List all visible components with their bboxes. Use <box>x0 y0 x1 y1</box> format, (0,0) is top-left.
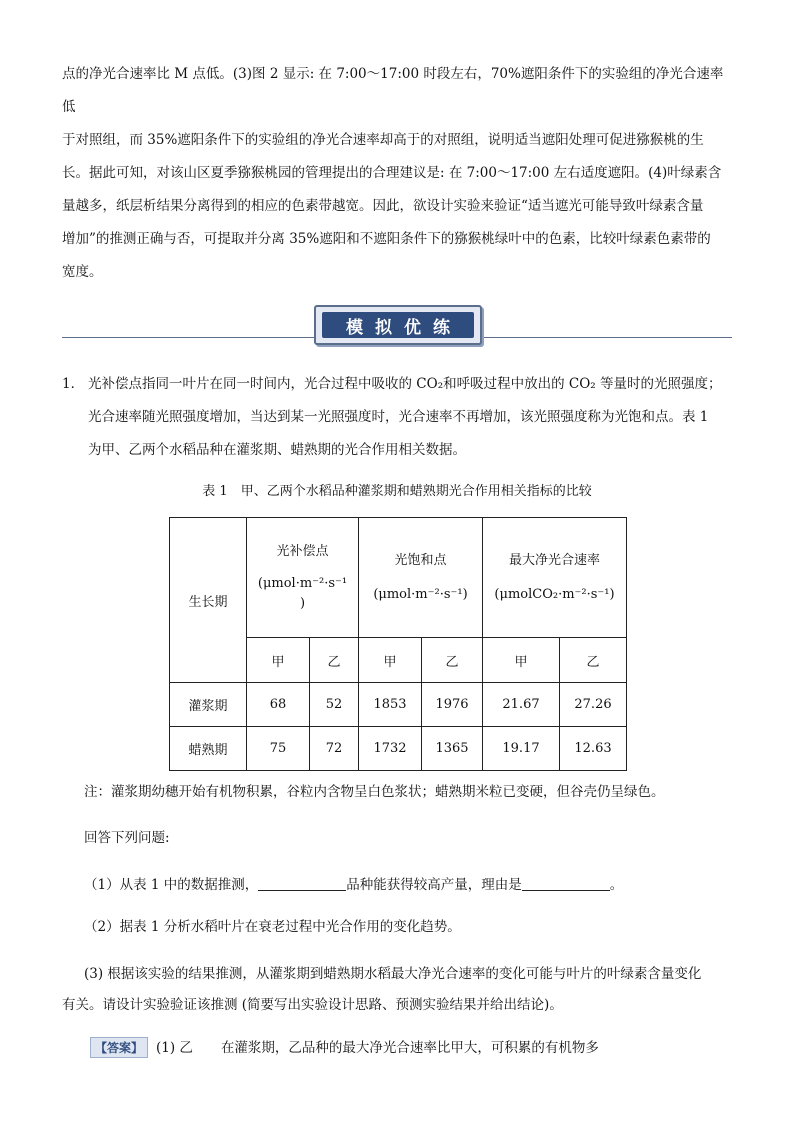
intro-line: 点的净光合速率比 M 点低。(3)图 2 显示: 在 7:00～17:00 时段左右，70%遮阳条件下的实验组的净光合速率低 <box>62 66 724 115</box>
table-subheader: 甲 <box>247 638 310 683</box>
intro-line: 量越多，纸层析结果分离得到的相应的色素带越宽。因此，欲设计实验来验证“适当遮光可能导致叶绿素含量 <box>62 198 704 214</box>
intro-line: 于对照组，而 35%遮阳条件下的实验组的净光合速率却高于的对照组，说明适当遮阳处理可促进猕猴桃的生 <box>62 132 704 148</box>
answer-blank[interactable] <box>522 876 610 891</box>
data-table <box>169 517 627 771</box>
table-group-header <box>483 518 627 638</box>
sub-question-1-text: 。 <box>609 877 624 893</box>
sub-question-1 <box>84 873 623 893</box>
section-title: 模拟优练 <box>346 317 462 338</box>
table-subheader: 乙 <box>422 638 483 683</box>
answer-blank[interactable] <box>258 876 346 891</box>
question-number: 1． <box>62 376 85 392</box>
table-note: 注：灌浆期幼穗开始有机物积累，谷粒内含物呈白色浆状；蜡熟期米粒已变硬，但谷壳仍呈绿色。 <box>84 784 665 800</box>
group-name: 最大净光合速率 <box>508 552 600 568</box>
table-cell: 68 <box>247 683 310 727</box>
table-row-header: 生长期 <box>170 518 247 683</box>
table-caption: 表 1 甲、乙两个水稻品种灌浆期和蜡熟期光合作用相关指标的比较 <box>202 484 592 499</box>
sub-question-3-line: (3) 根据该实验的结果推测，从灌浆期到蜡熟期水稻最大净光合速率的变化可能与叶片的叶绿素含量变化 <box>84 966 702 982</box>
table-header-row <box>170 518 627 638</box>
table-cell: 21.67 <box>483 683 560 727</box>
prompt-text: 回答下列问题: <box>84 830 170 846</box>
table-cell: 52 <box>310 683 359 727</box>
intro-line: 长。据此可知，对该山区夏季猕猴桃园的管理提出的合理建议是: 在 7:00～17:00 左右适度遮阳。(4)叶绿素含 <box>62 165 722 181</box>
answer-text: 在灌浆期，乙品种的最大净光合速率比甲大，可积累的有机物多 <box>220 1040 599 1056</box>
sub-question-1-text: （1）从表 1 中的数据推测， <box>84 877 259 893</box>
table-subheader: 甲 <box>359 638 422 683</box>
table-row <box>170 727 627 771</box>
group-unit: (μmolCO₂·m⁻²·s⁻¹) <box>494 586 615 602</box>
intro-line: 增加”的推测正确与否，可提取并分离 35%遮阳和不遮阳条件下的猕猴桃绿叶中的色素，比较叶绿素色素带的 <box>62 231 711 247</box>
sub-question-3-line: 有关。请设计实验验证该推测 (简要写出实验设计思路、预测实验结果并给出结论)。 <box>62 997 563 1013</box>
question-line: 光补偿点指同一叶片在同一时间内，光合过程中吸收的 CO₂和呼吸过程中放出的 CO₂ 等量时的光照强度； <box>88 376 722 392</box>
section-banner <box>314 305 482 345</box>
answer-part: (1) 乙 <box>156 1040 193 1056</box>
table-cell-stage: 灌浆期 <box>170 683 247 727</box>
answer-badge: 【答案】 <box>90 1037 148 1058</box>
table-cell: 72 <box>310 727 359 771</box>
table-group-header <box>359 518 483 638</box>
answer-line <box>90 1036 599 1058</box>
question-line: 光合速率随光照强度增加，当达到某一光照强度时，光合速率不再增加，该光照强度称为光饱和点。表 1 <box>88 409 709 425</box>
sub-question-2: （2）据表 1 分析水稻叶片在衰老过程中光合作用的变化趋势。 <box>84 919 461 935</box>
question-1 <box>62 368 742 467</box>
table-cell: 19.17 <box>483 727 560 771</box>
table-cell: 27.26 <box>560 683 627 727</box>
table-cell: 1732 <box>359 727 422 771</box>
group-name: 光饱和点 <box>394 552 447 568</box>
group-name: 光补偿点 <box>276 543 329 559</box>
intro-line: 宽度。 <box>62 264 103 280</box>
table-cell: 1853 <box>359 683 422 727</box>
table-cell: 1976 <box>422 683 483 727</box>
table-cell: 1365 <box>422 727 483 771</box>
question-line: 为甲、乙两个水稻品种在灌浆期、蜡熟期的光合作用相关数据。 <box>88 442 466 458</box>
group-unit: (μmol·m⁻²·s⁻¹ <box>257 575 348 591</box>
section-banner-inner <box>322 312 474 338</box>
table-cell: 75 <box>247 727 310 771</box>
table-cell: 12.63 <box>560 727 627 771</box>
table-subheader: 乙 <box>560 638 627 683</box>
table-subheader: 甲 <box>483 638 560 683</box>
table-cell-stage: 蜡熟期 <box>170 727 247 771</box>
table-subheader: 乙 <box>310 638 359 683</box>
sub-question-1-text: 品种能获得较高产量，理由是 <box>346 877 522 893</box>
table-row <box>170 683 627 727</box>
intro-paragraph <box>62 58 734 289</box>
table-group-header <box>247 518 359 638</box>
group-unit-close: ) <box>299 595 306 611</box>
group-unit: (μmol·m⁻²·s⁻¹) <box>373 586 468 602</box>
